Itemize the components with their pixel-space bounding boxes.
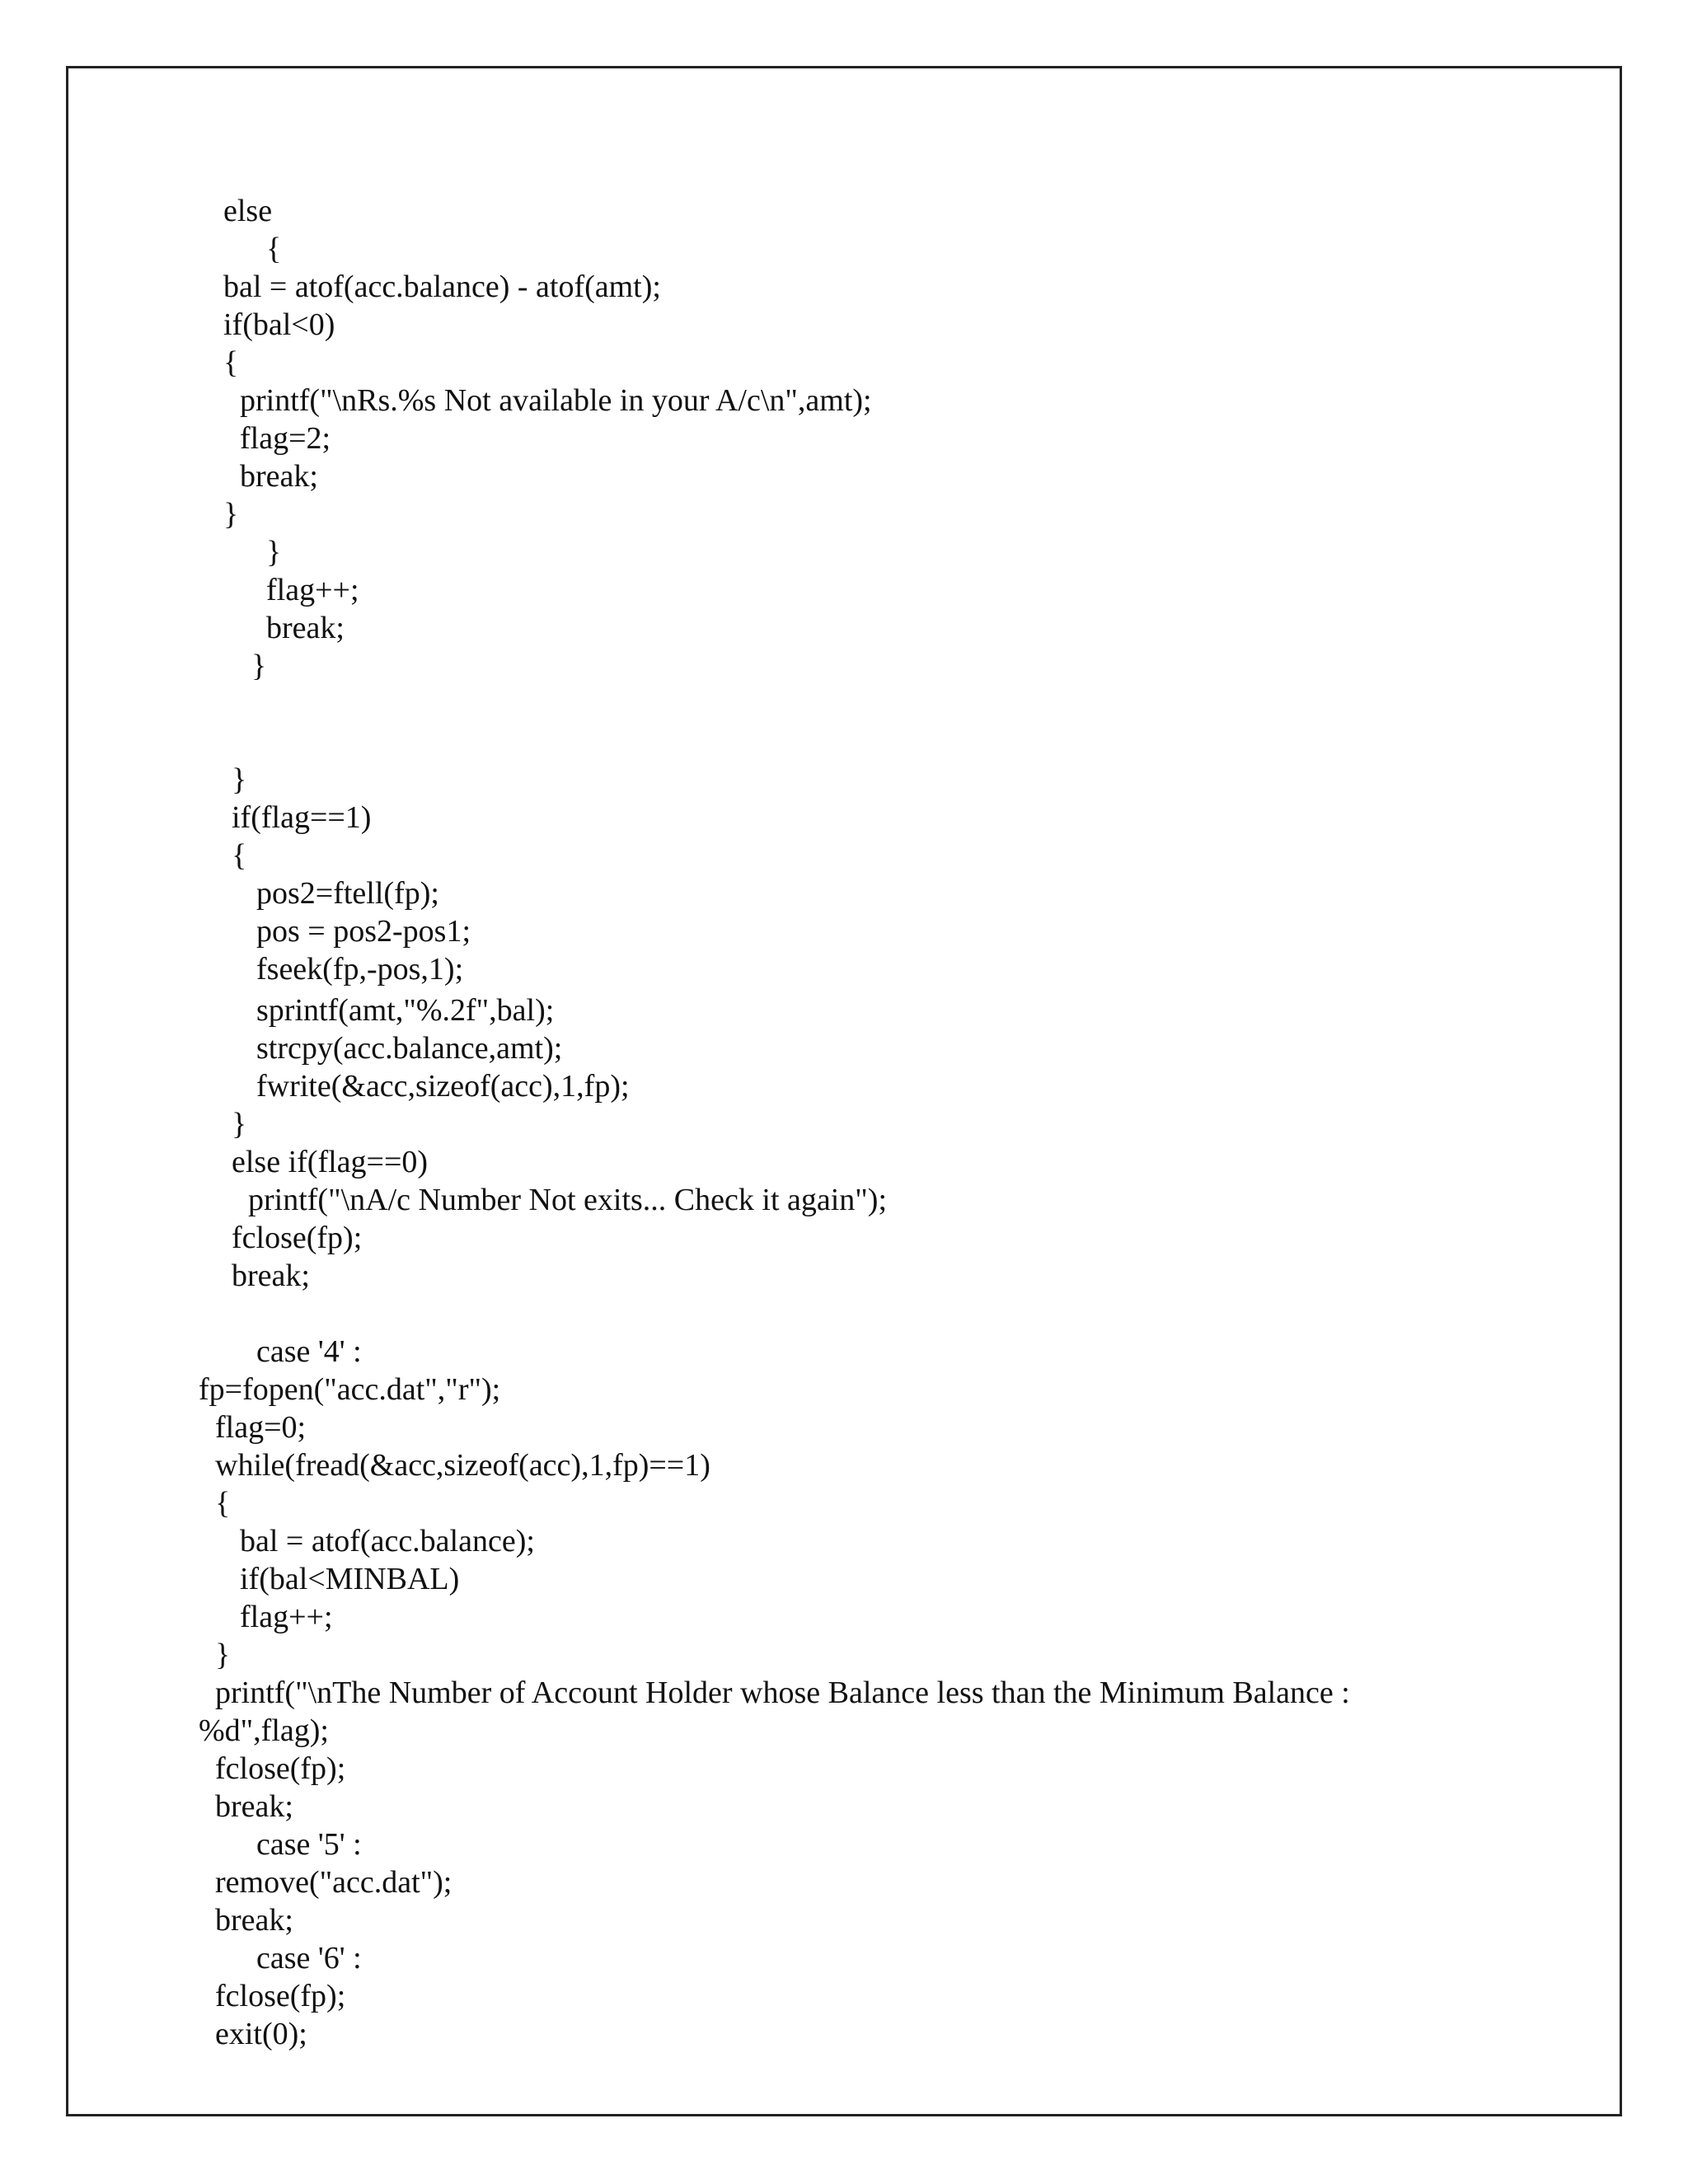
code-line: fclose(fp);: [215, 1751, 346, 1786]
code-line: }: [251, 649, 267, 683]
code-line: pos2=ftell(fp);: [256, 876, 439, 911]
code-line: case '6' :: [256, 1941, 362, 1975]
code-line: else if(flag==0): [232, 1145, 429, 1179]
code-line: }: [223, 497, 239, 532]
code-line: bal = atof(acc.balance) - atof(amt);: [223, 269, 661, 304]
code-line: break;: [215, 1789, 293, 1824]
code-line: else: [223, 194, 273, 228]
code-line: break;: [215, 1903, 293, 1938]
code-line: {: [266, 232, 282, 266]
code-line: printf("\nRs.%s Not available in your A/c\n",amt);: [240, 383, 872, 418]
code-line: strcpy(acc.balance,amt);: [256, 1031, 563, 1066]
code-line: if(flag==1): [232, 800, 372, 835]
code-line: sprintf(amt,"%.2f",bal);: [256, 993, 555, 1028]
code-line: {: [232, 838, 247, 873]
code-line: break;: [232, 1258, 310, 1293]
page-frame: [66, 66, 1622, 2116]
code-line: case '4' :: [256, 1334, 362, 1369]
code-line: flag++;: [266, 573, 359, 607]
code-line: break;: [266, 611, 345, 645]
code-line: printf("\nA/c Number Not exits... Check it again");: [248, 1183, 888, 1217]
code-line: flag=2;: [240, 421, 331, 456]
code-line: if(bal<0): [223, 307, 335, 342]
code-line: pos = pos2-pos1;: [256, 914, 471, 949]
code-line: exit(0);: [215, 2017, 307, 2051]
code-line: flag++;: [240, 1600, 333, 1634]
code-line: flag=0;: [215, 1410, 307, 1445]
code-line: fclose(fp);: [215, 1979, 346, 2013]
code-line: fp=fopen("acc.dat","r");: [199, 1372, 501, 1407]
code-line: }: [232, 1107, 247, 1141]
code-line: fwrite(&acc,sizeof(acc),1,fp);: [256, 1069, 630, 1104]
code-line: break;: [240, 459, 318, 494]
code-line: }: [232, 762, 247, 797]
code-line: fclose(fp);: [232, 1221, 363, 1255]
code-line: }: [215, 1638, 231, 1672]
code-line: printf("\nThe Number of Account Holder whose Balance less than the Minimum Balance :: [215, 1675, 1350, 1710]
code-line: fseek(fp,-pos,1);: [256, 952, 464, 987]
code-listing: [68, 68, 1620, 2114]
code-line: {: [215, 1486, 231, 1521]
code-line: case '5' :: [256, 1827, 362, 1862]
code-line: remove("acc.dat");: [215, 1865, 452, 1900]
code-line: bal = atof(acc.balance);: [240, 1524, 535, 1558]
code-line: while(fread(&acc,sizeof(acc),1,fp)==1): [215, 1448, 710, 1483]
code-line: }: [266, 535, 282, 569]
code-line: %d",flag);: [199, 1713, 329, 1748]
code-line: {: [223, 345, 239, 380]
code-line: if(bal<MINBAL): [240, 1562, 460, 1596]
